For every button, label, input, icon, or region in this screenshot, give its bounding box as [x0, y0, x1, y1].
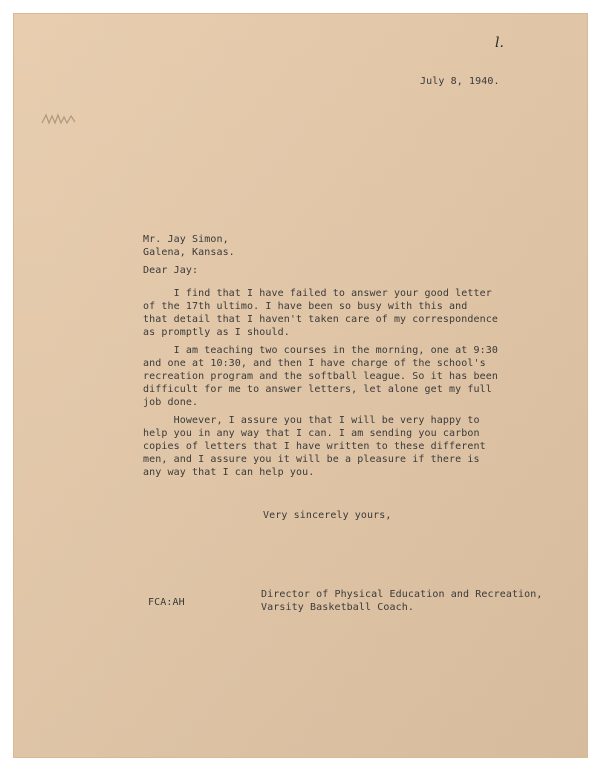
signature-title-2: Varsity Basketball Coach. — [261, 602, 415, 613]
recipient-address — [143, 233, 235, 259]
paragraph-line: However, I assure you that I will be very happy to — [143, 415, 480, 426]
paragraph-line: and one at 10:30, and then I have charge of the school's — [143, 358, 486, 369]
corner-handwritten-mark: l. — [495, 35, 504, 51]
address-line-1: Mr. Jay Simon, — [143, 234, 229, 245]
letter-date: July 8, 1940. — [420, 76, 500, 87]
paragraph-line: as promptly as I should. — [143, 327, 290, 338]
paragraph-line: that detail that I haven't taken care of my correspondence — [143, 314, 498, 325]
salutation: Dear Jay: — [143, 265, 199, 276]
paragraph-line: difficult for me to answer letters, let alone get my full — [143, 384, 492, 395]
paragraph-line: I am teaching two courses in the morning, one at 9:30 — [143, 345, 498, 356]
address-line-2: Galena, Kansas. — [143, 247, 235, 258]
reference-initials: FCA:AH — [148, 597, 185, 608]
paragraph-line: I find that I have failed to answer your good letter — [143, 288, 492, 299]
body-paragraph-3 — [143, 414, 486, 479]
paragraph-line: men, and I assure you it will be a pleasure if there is — [143, 454, 480, 465]
closing: Very sincerely yours, — [263, 510, 392, 521]
faint-stamp-mark — [40, 111, 80, 129]
paragraph-line: job done. — [143, 397, 199, 408]
paragraph-line: recreation program and the softball league. So it has been — [143, 371, 498, 382]
signature-block — [261, 588, 543, 614]
signature-title-1: Director of Physical Education and Recreation, — [261, 589, 543, 600]
paragraph-line: help you in any way that I can. I am sending you carbon — [143, 428, 480, 439]
letter-page — [13, 13, 588, 758]
paragraph-line: any way that I can help you. — [143, 467, 315, 478]
paragraph-line: copies of letters that I have written to these different — [143, 441, 486, 452]
body-paragraph-1 — [143, 287, 498, 339]
paragraph-line: of the 17th ultimo. I have been so busy with this and — [143, 301, 468, 312]
body-paragraph-2 — [143, 344, 498, 409]
